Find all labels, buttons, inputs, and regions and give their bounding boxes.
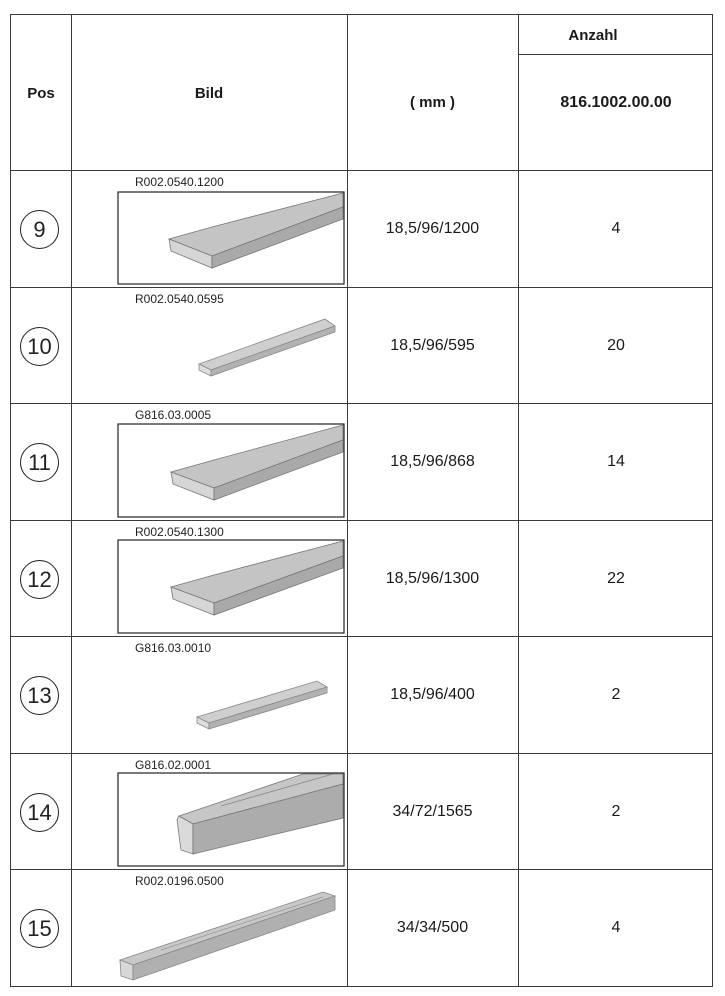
board-illustration — [71, 288, 346, 404]
board-illustration — [71, 637, 346, 753]
parts-table — [10, 14, 713, 987]
table-row — [11, 171, 712, 287]
board-illustration — [71, 754, 346, 870]
part-image — [71, 637, 346, 753]
position-number: 10 — [20, 327, 59, 366]
quantity: 4 — [611, 220, 621, 237]
part-image — [71, 404, 346, 520]
part-code: R002.0540.1300 — [135, 525, 224, 539]
position-number: 11 — [20, 443, 59, 482]
quantity: 22 — [607, 570, 625, 587]
part-code: G816.03.0010 — [135, 641, 212, 655]
quantity: 4 — [611, 919, 621, 936]
table-row — [11, 637, 712, 753]
anzahl-divider — [518, 54, 712, 55]
part-code: R002.0540.0595 — [135, 292, 224, 306]
part-image — [71, 870, 346, 986]
table-row — [11, 288, 712, 404]
header-bild: Bild — [194, 85, 224, 102]
quantity: 14 — [607, 453, 625, 470]
quantity: 2 — [611, 686, 621, 703]
part-code: G816.03.0005 — [135, 408, 212, 422]
table-row — [11, 521, 712, 637]
part-image — [71, 171, 346, 287]
table-row — [11, 404, 712, 520]
dimensions: 18,5/96/1300 — [385, 570, 480, 587]
dimensions: 34/72/1565 — [392, 803, 473, 820]
position-number: 14 — [20, 793, 59, 832]
board-illustration — [71, 171, 346, 287]
dimensions: 34/34/500 — [396, 919, 469, 936]
dimensions: 18,5/96/400 — [390, 686, 475, 703]
table-row — [11, 754, 712, 870]
header-pos: Pos — [27, 85, 55, 102]
header-mm: ( mm ) — [410, 94, 455, 111]
part-code: R002.0196.0500 — [135, 874, 224, 888]
beam-illustration — [71, 870, 346, 986]
part-code: R002.0540.1200 — [135, 175, 224, 189]
part-image — [71, 521, 346, 637]
board-illustration — [71, 404, 346, 520]
position-number: 13 — [20, 676, 59, 715]
position-number: 12 — [20, 560, 59, 599]
dimensions: 18,5/96/595 — [390, 337, 475, 354]
dimensions: 18,5/96/868 — [390, 453, 475, 470]
quantity: 20 — [607, 337, 625, 354]
quantity: 2 — [611, 803, 621, 820]
header-article-number: 816.1002.00.00 — [560, 94, 672, 111]
header-anzahl: Anzahl — [568, 27, 618, 44]
part-image — [71, 288, 346, 404]
position-number: 15 — [20, 909, 59, 948]
part-image — [71, 754, 346, 870]
board-illustration — [71, 521, 346, 637]
part-code: G816.02.0001 — [135, 758, 212, 772]
dimensions: 18,5/96/1200 — [385, 220, 480, 237]
table-row — [11, 870, 712, 986]
position-number: 9 — [20, 210, 59, 249]
